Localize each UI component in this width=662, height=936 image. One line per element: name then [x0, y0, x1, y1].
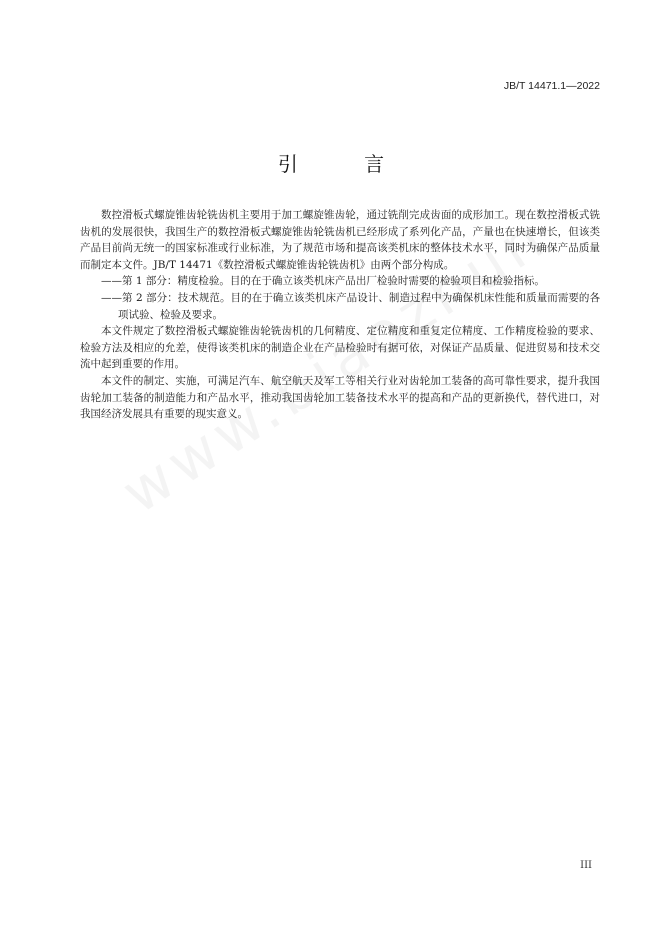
- page-title: 引 言: [277, 152, 415, 176]
- document-body: [80, 207, 600, 423]
- standard-code: JB/T 14471.1—2022: [503, 80, 600, 92]
- paragraph-intro: 数控滑板式螺旋锥齿轮铣齿机主要用于加工螺旋锥齿轮，通过铣削完成齿面的成形加工。现在数控滑板式铣齿机的发展很快，我国生产的数控滑板式螺旋锥齿轮铣齿机已经形成了系列化产品，产量也在快速增长，但该类产品目前尚无统一的国家标准或行业标准，为了规范市场和提高该类机床的整体技术水平，同时为确保产品质量而制定本文件。JB/T 14471《数控滑板式螺旋锥齿轮铣齿机》由两个部分构成。: [80, 209, 600, 271]
- list-item-part2: ——第 2 部分：技术规范。目的在于确立该类机床产品设计、制造过程中为确保机床性能和质量而需要的各项试验、检验及要求。: [101, 291, 600, 321]
- paragraph-significance: 本文件的制定、实施，可满足汽车、航空航天及军工等相关行业对齿轮加工装备的高可靠性要求，提升我国齿轮加工装备的制造能力和产品水平，推动我国齿轮加工装备技术水平的提高和产品的更新换代，替代进口，对我国经济发展具有重要的现实意义。: [80, 374, 600, 421]
- page-number: III: [580, 860, 592, 871]
- paragraph-scope: 本文件规定了数控滑板式螺旋锥齿轮铣齿机的几何精度、定位精度和重复定位精度、工作精度检验的要求、检验方法及相应的允差，使得该类机床的制造企业在产品检验时有据可依，对保证产品质量、促进贸易和技术交流中起到重要的作用。: [80, 325, 600, 371]
- list-item-part1: ——第 1 部分：精度检验。目的在于确立该类机床产品出厂检验时需要的检验项目和检验指标。: [101, 275, 545, 288]
